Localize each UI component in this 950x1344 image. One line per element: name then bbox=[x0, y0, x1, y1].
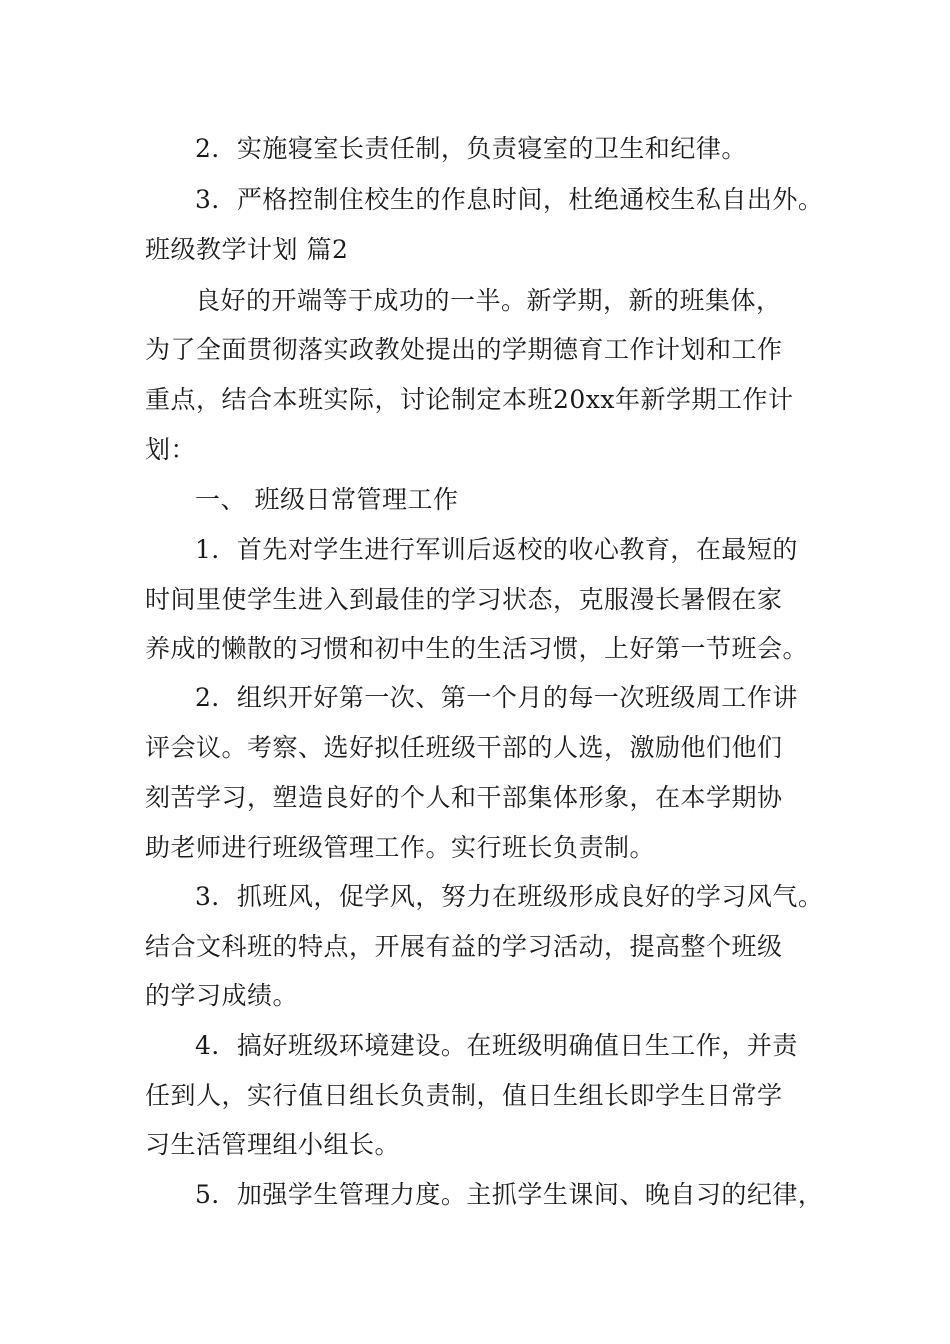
text-line: 结合文科班的特点，开展有益的学习活动，提高整个班级 bbox=[145, 932, 783, 961]
text-line: 2．组织开好第一次、第一个月的每一次班级周工作讲 bbox=[195, 683, 798, 712]
text-line: 时间里使学生进入到最佳的学习状态，克服漫长暑假在家 bbox=[145, 585, 783, 614]
text-line: 划： bbox=[145, 435, 197, 464]
subsection-heading: 一、 班级日常管理工作 bbox=[195, 485, 459, 514]
text-line: 3．抓班风，促学风，努力在班级形成良好的学习风气。 bbox=[195, 882, 824, 911]
text-line: 养成的懒散的习惯和初中生的生活习惯，上好第一节班会。 bbox=[145, 634, 809, 663]
text-line: 评会议。考察、选好拟任班级干部的人选，激励他们他们 bbox=[145, 733, 783, 762]
text-line: 3．严格控制住校生的作息时间，杜绝通校生私自出外。 bbox=[195, 185, 824, 214]
text-line: 2．实施寝室长责任制，负责寝室的卫生和纪律。 bbox=[195, 134, 747, 163]
text-line: 4．搞好班级环境建设。在班级明确值日生工作，并责 bbox=[195, 1031, 798, 1060]
text-line: 任到人，实行值日组长负责制，值日生组长即学生日常学 bbox=[145, 1081, 783, 1110]
text-line: 为了全面贯彻落实政教处提出的学期德育工作计划和工作 bbox=[145, 335, 783, 364]
section-title: 班级教学计划 篇2 bbox=[145, 235, 349, 264]
text-line: 的学习成绩。 bbox=[145, 981, 299, 1010]
text-line: 习生活管理组小组长。 bbox=[145, 1130, 401, 1159]
text-line: 良好的开端等于成功的一半。新学期，新的班集体， bbox=[195, 286, 782, 315]
text-line: 刻苦学习，塑造良好的个人和干部集体形象，在本学期协 bbox=[145, 783, 783, 812]
text-line: 重点，结合本班实际，讨论制定本班20xx年新学期工作计 bbox=[145, 385, 794, 414]
text-line: 1．首先对学生进行军训后返校的收心教育，在最短的 bbox=[195, 535, 798, 564]
text-line: 5．加强学生管理力度。主抓学生课间、晚自习的纪律， bbox=[195, 1180, 824, 1209]
text-line: 助老师进行班级管理工作。实行班长负责制。 bbox=[145, 833, 656, 862]
